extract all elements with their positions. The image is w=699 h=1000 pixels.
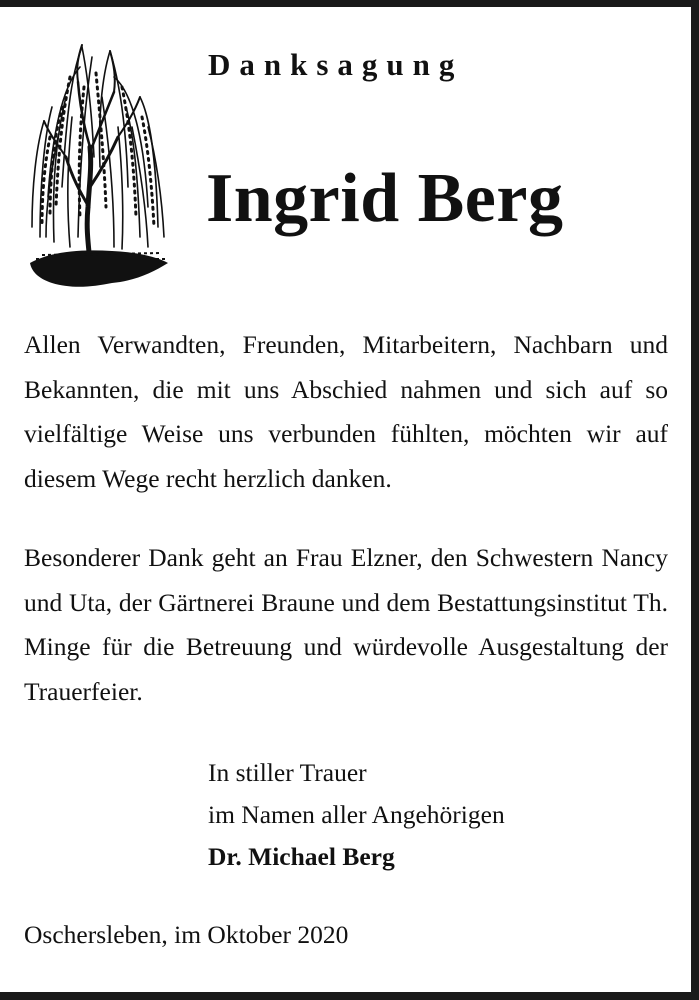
deceased-name: Ingrid Berg (206, 160, 564, 237)
closing-block (208, 752, 505, 878)
thanks-paragraph: Allen Verwandten, Freunden, Mitarbeitern, Nachbarn und Bekannten, die mit uns Abschied nahmen und sich auf so vielfältige Weise uns verbunden fühlten, möchten wir auf diesem Wege recht herzlich danken. (24, 330, 668, 493)
weeping-willow-icon (22, 37, 172, 295)
heading-danksagung: Danksagung (208, 47, 464, 82)
signatory-name: Dr. Michael Berg (208, 842, 395, 871)
closing-line: im Namen aller Angehörigen (208, 800, 505, 829)
closing-line: In stiller Trauer (208, 758, 367, 787)
special-thanks-paragraph: Besonderer Dank geht an Frau Elzner, den Schwestern Nancy und Uta, der Gärtnerei Braune und dem Bestattungsinstitut Th. Minge für die Betreuung und würdevolle Ausgestaltung der Trauerfeier. (24, 543, 668, 706)
place-and-date: Oschersleben, im Oktober 2020 (24, 920, 349, 949)
